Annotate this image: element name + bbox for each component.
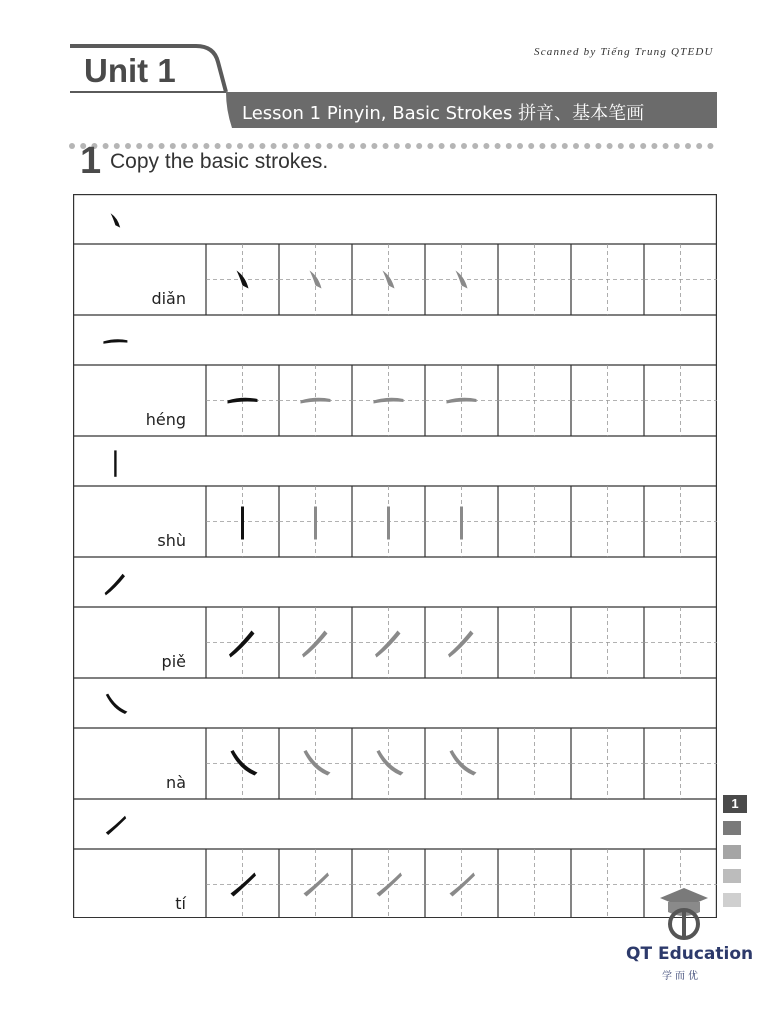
- logo-name: QT Education: [626, 944, 754, 964]
- exercise-title: Copy the basic strokes.: [110, 150, 329, 173]
- stroke-pinyin: shù: [157, 531, 186, 550]
- stroke-pinyin: nà: [166, 773, 186, 792]
- side-tab-label: 1: [731, 796, 739, 811]
- heng-stroke-icon: [103, 339, 127, 344]
- pie-stroke-icon: [105, 574, 125, 596]
- graduation-cap-icon: [654, 884, 714, 944]
- trace-stroke: [450, 750, 477, 776]
- ti-stroke-icon: [106, 816, 126, 835]
- stroke-pinyin: piě: [161, 652, 186, 671]
- stroke-pinyin: tí: [175, 894, 186, 913]
- stroke-pinyin: héng: [145, 410, 186, 429]
- trace-stroke: [302, 631, 328, 658]
- trace-stroke: [460, 507, 463, 540]
- trace-stroke: [241, 507, 244, 540]
- trace-stroke: [448, 631, 474, 658]
- trace-stroke: [375, 631, 401, 658]
- stroke-pinyin: diǎn: [151, 289, 186, 308]
- logo-chinese: 学而优: [662, 971, 701, 982]
- shu-stroke-icon: [114, 450, 116, 476]
- scan-note: Scanned by Tiếng Trung QTEDU: [534, 46, 714, 58]
- trace-stroke: [304, 750, 331, 776]
- dian-stroke-icon: [111, 213, 121, 227]
- trace-stroke: [387, 507, 390, 540]
- trace-stroke: [229, 631, 255, 658]
- unit-title: Unit 1: [84, 52, 176, 89]
- exercise-number: 1: [80, 140, 102, 182]
- trace-stroke: [231, 750, 258, 776]
- na-stroke-icon: [106, 694, 128, 714]
- trace-stroke: [377, 750, 404, 776]
- trace-stroke: [314, 507, 317, 540]
- lesson-title: Lesson 1 Pinyin, Basic Strokes 拼音、基本笔画: [242, 103, 645, 124]
